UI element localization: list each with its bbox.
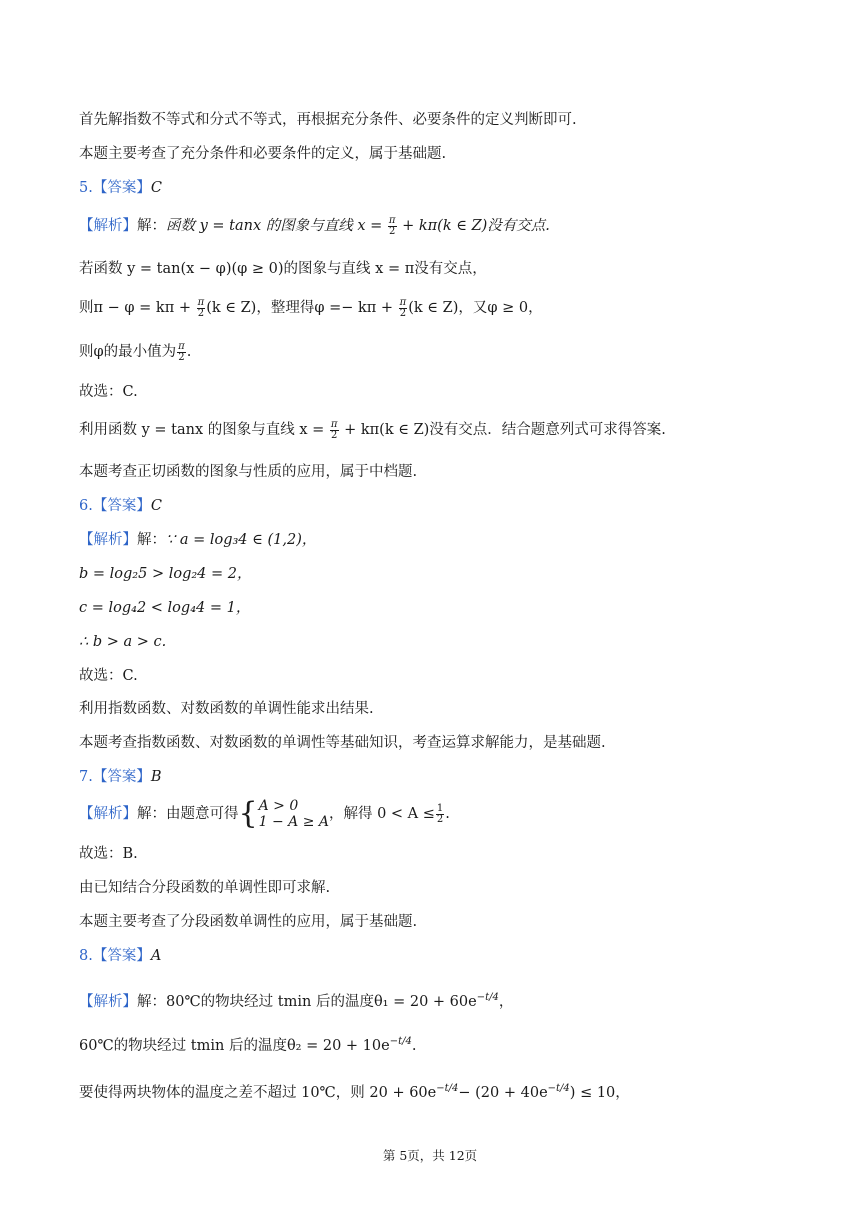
math-line: 要使得两块物体的温度之差不超过 10℃，则 $20 + 60e^{-t/4}- (20 + 40e^{-t/4}) \le 10$， [79,1083,630,1101]
answer-tag: 【答案】 [92,180,151,196]
exponent: −t/4 [389,1036,412,1047]
math-line: 则φ的最小值为 $\frac{\pi}{2}$ . [79,340,192,363]
question-number: 6. [79,498,93,514]
analysis-tag: 【解析】 [79,218,137,234]
math-text: + kπ(k ∈ Z)没有交点. [402,218,550,234]
answer-heading-5 [79,177,162,199]
analysis-tag: 【解析】 [79,532,137,548]
answer-letter: C [150,180,162,196]
math-text: ∵ a = log₃4 ∈ (1,2)， [166,532,317,548]
analysis-line: 【解析】解：∵ a = log₃4 ∈ (1,2)， [79,532,317,548]
answer-heading-8 [79,945,161,967]
fraction: $\frac{\pi}{2}$ [178,340,185,363]
solution-prefix: 解： [137,218,166,234]
answer-letter: B [150,769,162,785]
text-line: 故选：B. [79,846,138,862]
text-line: 利用指数函数、对数函数的单调性能求出结果. [79,701,374,717]
answer-tag: 【答案】 [92,769,151,785]
math-line: c = log₄2 < log₄4 = 1， [79,600,251,616]
text-line: 本题考查正切函数的图象与性质的应用，属于中档题. [79,464,418,480]
analysis-tag: 【解析】 [79,806,137,822]
page-footer: 第 5页，共 12页 [382,1148,478,1163]
math-line: ∴ b > a > c. [79,634,167,650]
fraction: $\frac{\pi}{2}$ [330,418,338,441]
answer-heading-6 [79,495,162,517]
question-number: 5. [79,180,93,196]
answer-letter: C [150,498,162,514]
answer-letter: A [150,948,162,964]
analysis-line [79,215,550,237]
fraction: $\frac{\pi}{2}$ [197,296,205,319]
analysis-tag: 【解析】 [79,993,137,1010]
text-line: 本题主要考查了分段函数单调性的应用，属于基础题. [79,914,418,930]
question-number: 7. [79,769,93,785]
analysis-line: 【解析】解：80℃的物块经过 tmin 后的温度$\theta_1 = 20 + 60e^{-t/4}$， [79,992,514,1010]
text-line: 本题主要考查了充分条件和必要条件的定义，属于基础题. [79,146,447,162]
text-line: 故选：C. [79,384,138,400]
analysis-line: 【解析】解：由题意可得{ A > 0 1 − A ≥ A ，解得 0 < A ≤ $\frac{1}{2}$ . [79,796,450,831]
math-line: 60℃的物块经过 tmin 后的温度$\theta_2 = 20 + 10e^{-t/4}$. [79,1036,417,1054]
exponent: −t/4 [476,992,499,1003]
brace-symbol: { [238,796,258,831]
fraction: $\frac{\pi}{2}$ [399,296,407,319]
math-line: b = log₂5 > log₂4 = 2， [79,566,252,582]
math-text: 函数 y = tanx 的图象与直线 x = [166,218,383,234]
text-line: 故选：C. [79,668,138,684]
answer-heading-7 [79,766,162,788]
text-line: 若函数 y = tan(x − φ)(φ ≥ 0)的图象与直线 x = π没有交点， [79,261,487,277]
fraction: $\frac{\pi}{2}$ [388,214,396,237]
exponent: −t/4 [547,1083,570,1094]
answer-tag: 【答案】 [92,498,151,514]
math-line: 则π − φ = kπ + $\frac{\pi}{2}$ (k ∈ Z)，整理得φ =− kπ + $\frac{\pi}{2}$ (k ∈ Z)，又φ ≥ 0， [79,296,543,319]
text-line: 本题考查指数函数、对数函数的单调性等基础知识，考查运算求解能力，是基础题. [79,735,606,751]
text-line: 由已知结合分段函数的单调性即可求解. [79,880,331,896]
math-line: 利用函数 y = tanx 的图象与直线 x = $\frac{\pi}{2}$ + kπ(k ∈ Z)没有交点．结合题意列式可求得答案. [79,418,666,441]
answer-tag: 【答案】 [92,948,151,964]
text-line: 首先解指数不等式和分式不等式，再根据充分条件、必要条件的定义判断即可. [79,112,577,128]
exponent: −t/4 [436,1083,459,1094]
question-number: 8. [79,948,93,964]
inequality-system: A > 0 1 − A ≥ A [258,798,329,830]
fraction: $\frac{1}{2}$ [436,802,444,825]
